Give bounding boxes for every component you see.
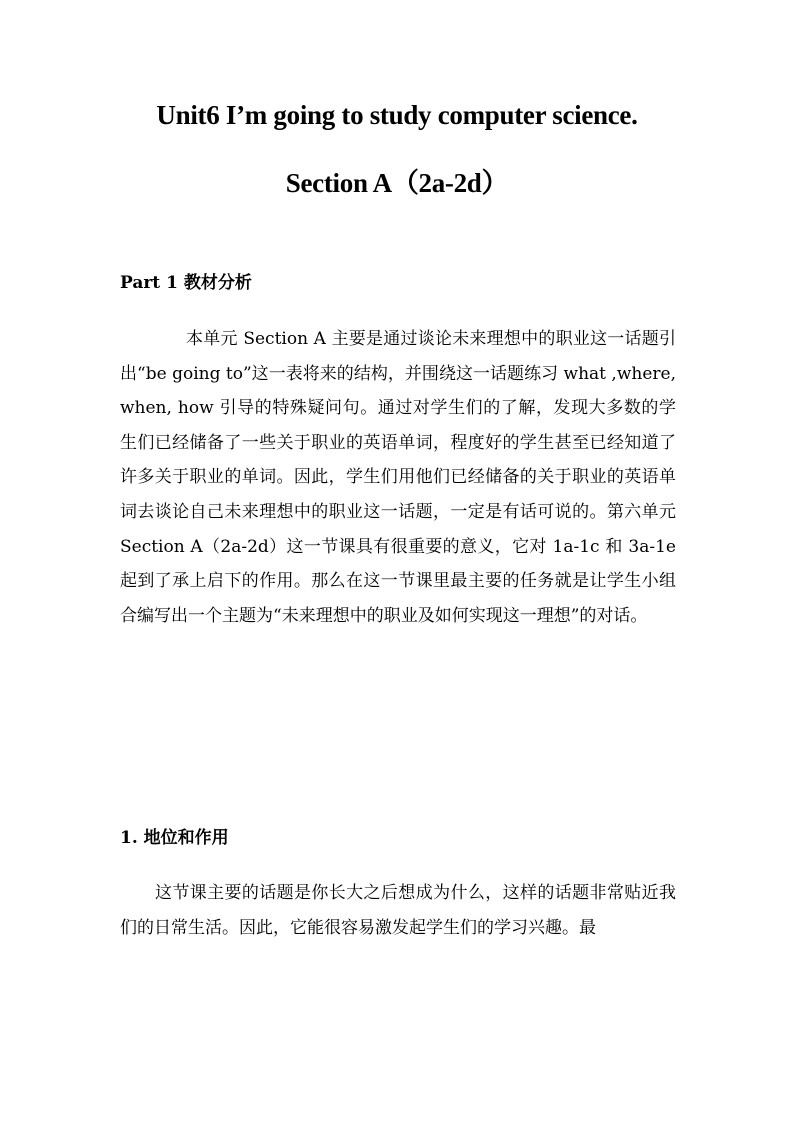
document-title: Unit6 I’m going to study computer science. — [156, 100, 638, 130]
section1-paragraph: 这节课主要的话题是你长大之后想成为什么，这样的话题非常贴近我们的日常生活。因此，它能很容易激发起学生们的学习兴趣。最 — [120, 883, 676, 938]
part1-paragraph: 本单元 Section A 主要是通过谈论未来理想中的职业这一话题引出“be going to”这一表将来的结构，并围绕这一话题练习 what ,where, when, how 引导的特殊疑问句。通过对学生们的了解，发现大多数的学生们已经储备了一些关于职业的英语单词，程度好的学生甚至已经知道了许多关于职业的单词。因此，学生们用他们已经储备的关于职业的英语单词去谈论自己未来理想中的职业这一话题，一定是有话可说的。第六单元 Section A（2a-2d）这一节课具有很重要的意义，它对 1a-1c 和 3a-1e 起到了承上启下的作用。那么在这一节课里最主要的任务就是让学生小组合编写出一个主题为“未来理想中的职业及如何实现这一理想”的对话。 — [120, 329, 676, 626]
document-subtitle: Section A（2a-2d） — [285, 168, 509, 198]
part1-heading: Part 1 教材分析 — [120, 273, 252, 293]
section1-heading: 1. 地位和作用 — [120, 828, 229, 848]
